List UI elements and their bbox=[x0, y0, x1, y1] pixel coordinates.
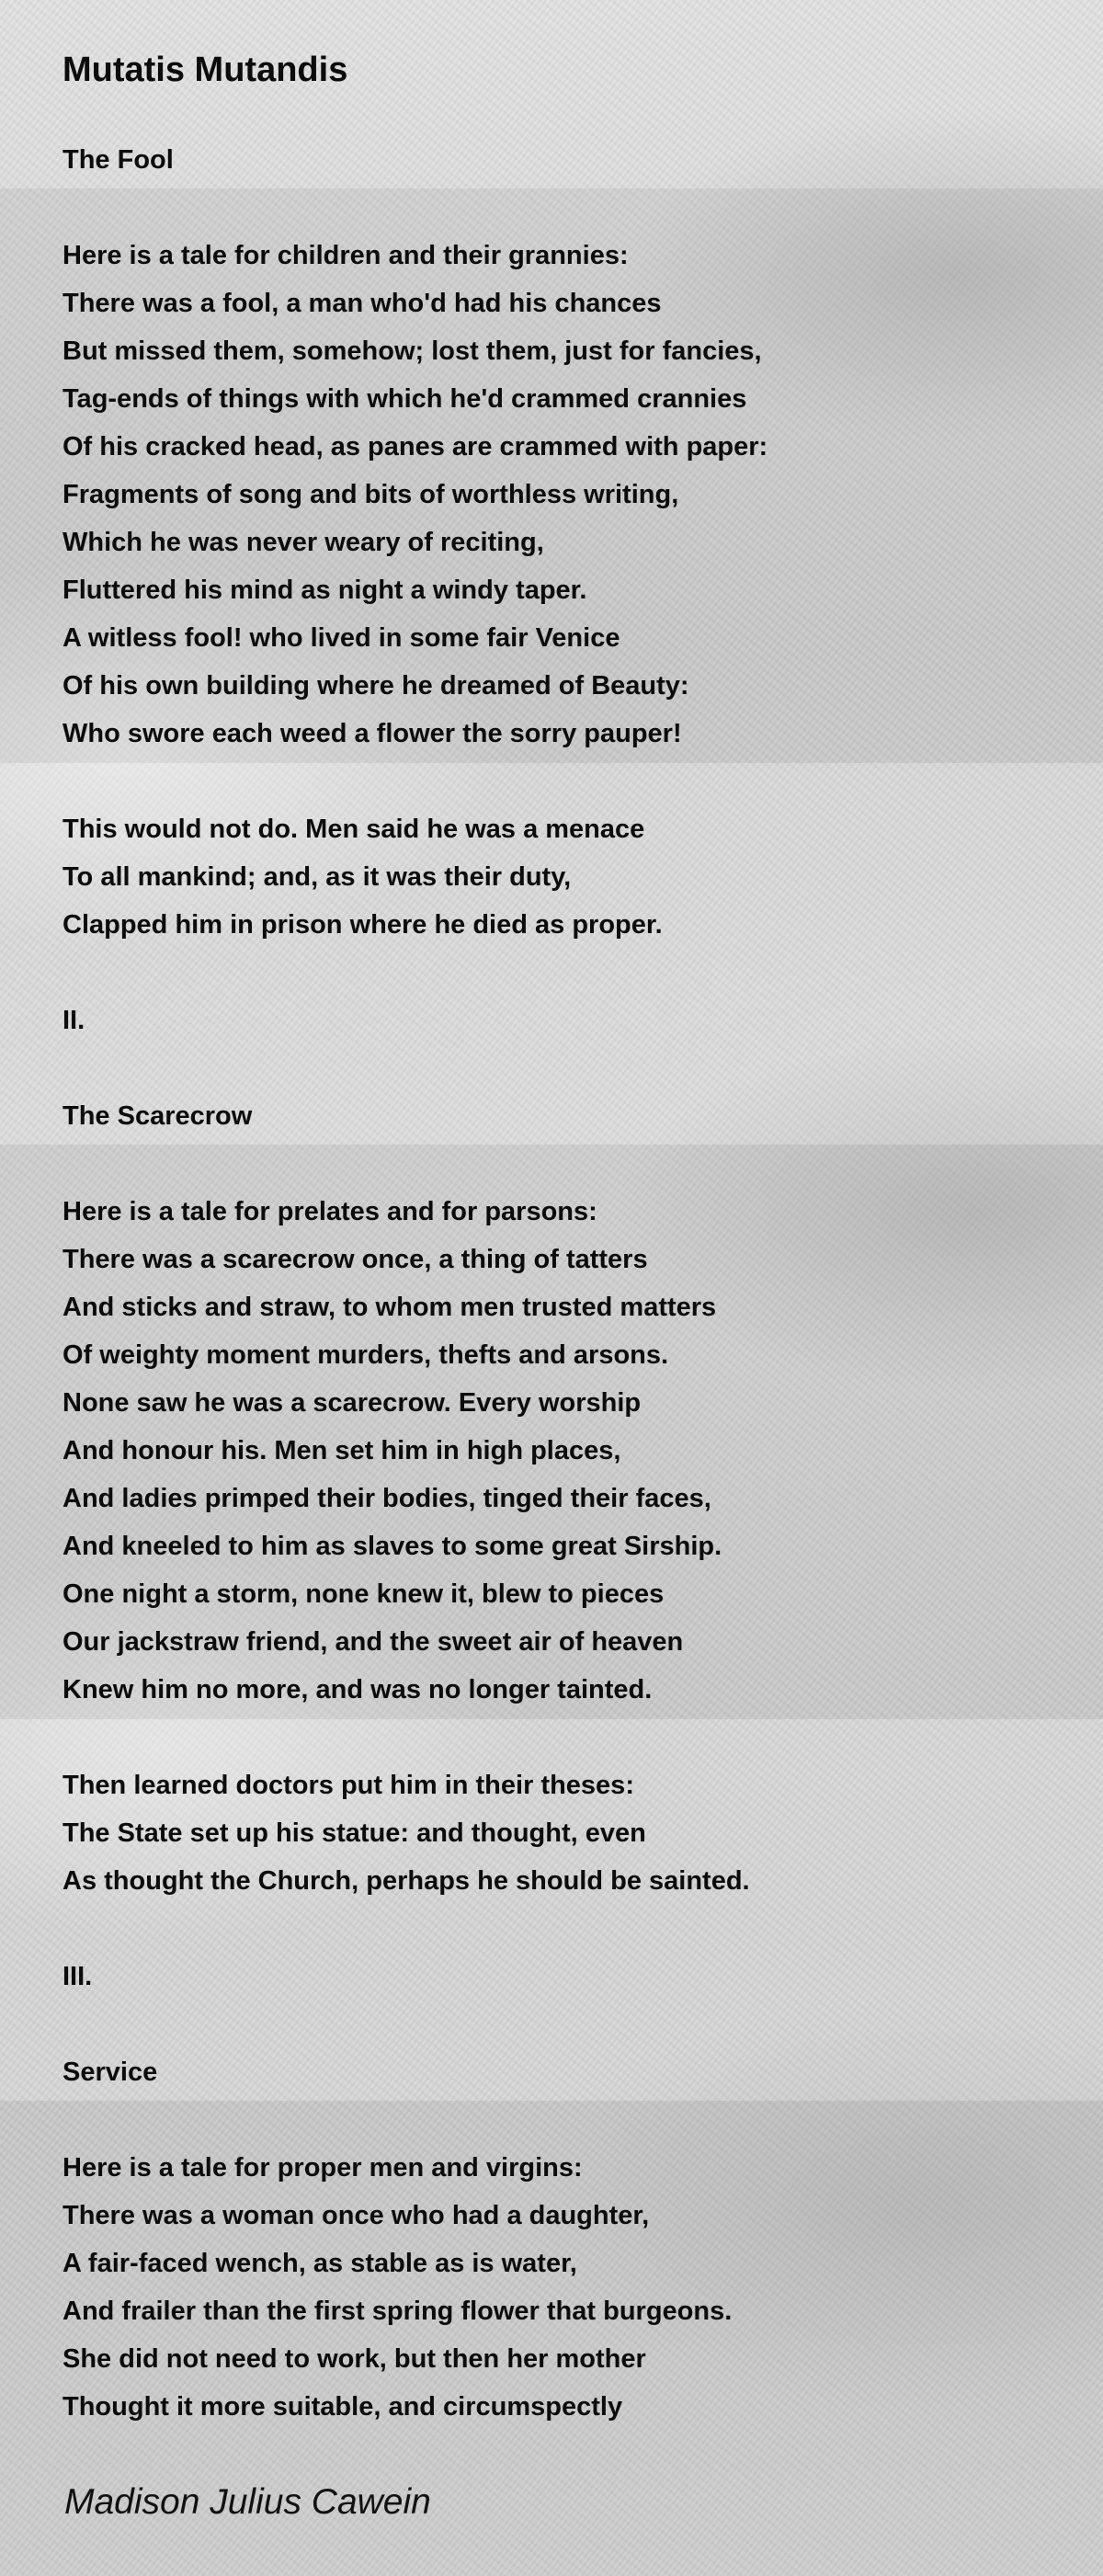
stanza-break bbox=[63, 1044, 768, 1092]
poem-line: This would not do. Men said he was a menace bbox=[63, 815, 645, 844]
poem-line: Here is a tale for proper men and virgins: bbox=[63, 2153, 583, 2183]
stanza-break bbox=[63, 2000, 768, 2048]
poem-line: One night a storm, none knew it, blew to pieces bbox=[63, 1579, 665, 1609]
poem-line: And frailer than the first spring flower that burgeons. bbox=[63, 2297, 733, 2326]
poem-line: Here is a tale for children and their grannies: bbox=[63, 241, 629, 270]
poem-line: Of weighty moment murders, thefts and arsons. bbox=[63, 1340, 669, 1370]
poem-line: The Fool bbox=[63, 145, 174, 175]
poem-line: And honour his. Men set him in high places, bbox=[63, 1436, 621, 1465]
poem-line: The Scarecrow bbox=[63, 1101, 253, 1131]
stanza-break bbox=[63, 1905, 768, 1953]
stanza-break bbox=[63, 1714, 768, 1761]
poem-author: Madison Julius Cawein bbox=[64, 2482, 431, 2522]
poem-line: III. bbox=[63, 1962, 93, 1991]
poem-line: Clapped him in prison where he died as proper. bbox=[63, 910, 663, 940]
poem-line: Tag-ends of things with which he'd crammed crannies bbox=[63, 384, 747, 414]
poem-line: Here is a tale for prelates and for parsons: bbox=[63, 1197, 597, 1226]
poem-line: There was a scarecrow once, a thing of tatters bbox=[63, 1245, 648, 1274]
poem-line: As thought the Church, perhaps he should be sainted. bbox=[63, 1866, 750, 1896]
poem-line: Knew him no more, and was no longer tainted. bbox=[63, 1675, 653, 1704]
poem-line: None saw he was a scarecrow. Every worship bbox=[63, 1388, 642, 1418]
poem-body bbox=[63, 136, 768, 2431]
stanza-break bbox=[63, 1140, 768, 1188]
poem-line: Our jackstraw friend, and the sweet air of heaven bbox=[63, 1627, 684, 1657]
poem-line: Which he was never weary of reciting, bbox=[63, 528, 544, 557]
poem-line: And kneeled to him as slaves to some great Sirship. bbox=[63, 1532, 722, 1561]
poem-line: Who swore each weed a flower the sorry pauper! bbox=[63, 719, 682, 748]
stanza-break bbox=[63, 758, 768, 805]
poem-line: There was a woman once who had a daughter, bbox=[63, 2201, 650, 2230]
poem-line: Thought it more suitable, and circumspectly bbox=[63, 2392, 623, 2422]
poem-line: The State set up his statue: and thought, even bbox=[63, 1818, 646, 1848]
poem-line: There was a fool, a man who'd had his chances bbox=[63, 289, 662, 318]
stanza-break bbox=[63, 2096, 768, 2144]
poem-line: II. bbox=[63, 1006, 85, 1035]
poem-line: To all mankind; and, as it was their duty, bbox=[63, 862, 572, 892]
poem-line: Service bbox=[63, 2057, 158, 2087]
poem-line: Fluttered his mind as night a windy taper. bbox=[63, 576, 587, 605]
poem-line: A fair-faced wench, as stable as is water, bbox=[63, 2249, 577, 2278]
poem-title: Mutatis Mutandis bbox=[63, 51, 348, 89]
stanza-break bbox=[63, 184, 768, 232]
poem-line: A witless fool! who lived in some fair Venice bbox=[63, 623, 620, 653]
poem-line: Of his own building where he dreamed of Beauty: bbox=[63, 671, 689, 701]
poem-line: And ladies primped their bodies, tinged their faces, bbox=[63, 1484, 711, 1513]
poem-line: But missed them, somehow; lost them, just for fancies, bbox=[63, 336, 762, 366]
poem-line: Then learned doctors put him in their theses: bbox=[63, 1771, 634, 1800]
poem-line: And sticks and straw, to whom men trusted matters bbox=[63, 1293, 717, 1322]
poem-line: Fragments of song and bits of worthless writing, bbox=[63, 480, 679, 509]
poem-line: Of his cracked head, as panes are crammed with paper: bbox=[63, 432, 768, 462]
stanza-break bbox=[63, 949, 768, 997]
poem-line: She did not need to work, but then her mother bbox=[63, 2344, 646, 2374]
